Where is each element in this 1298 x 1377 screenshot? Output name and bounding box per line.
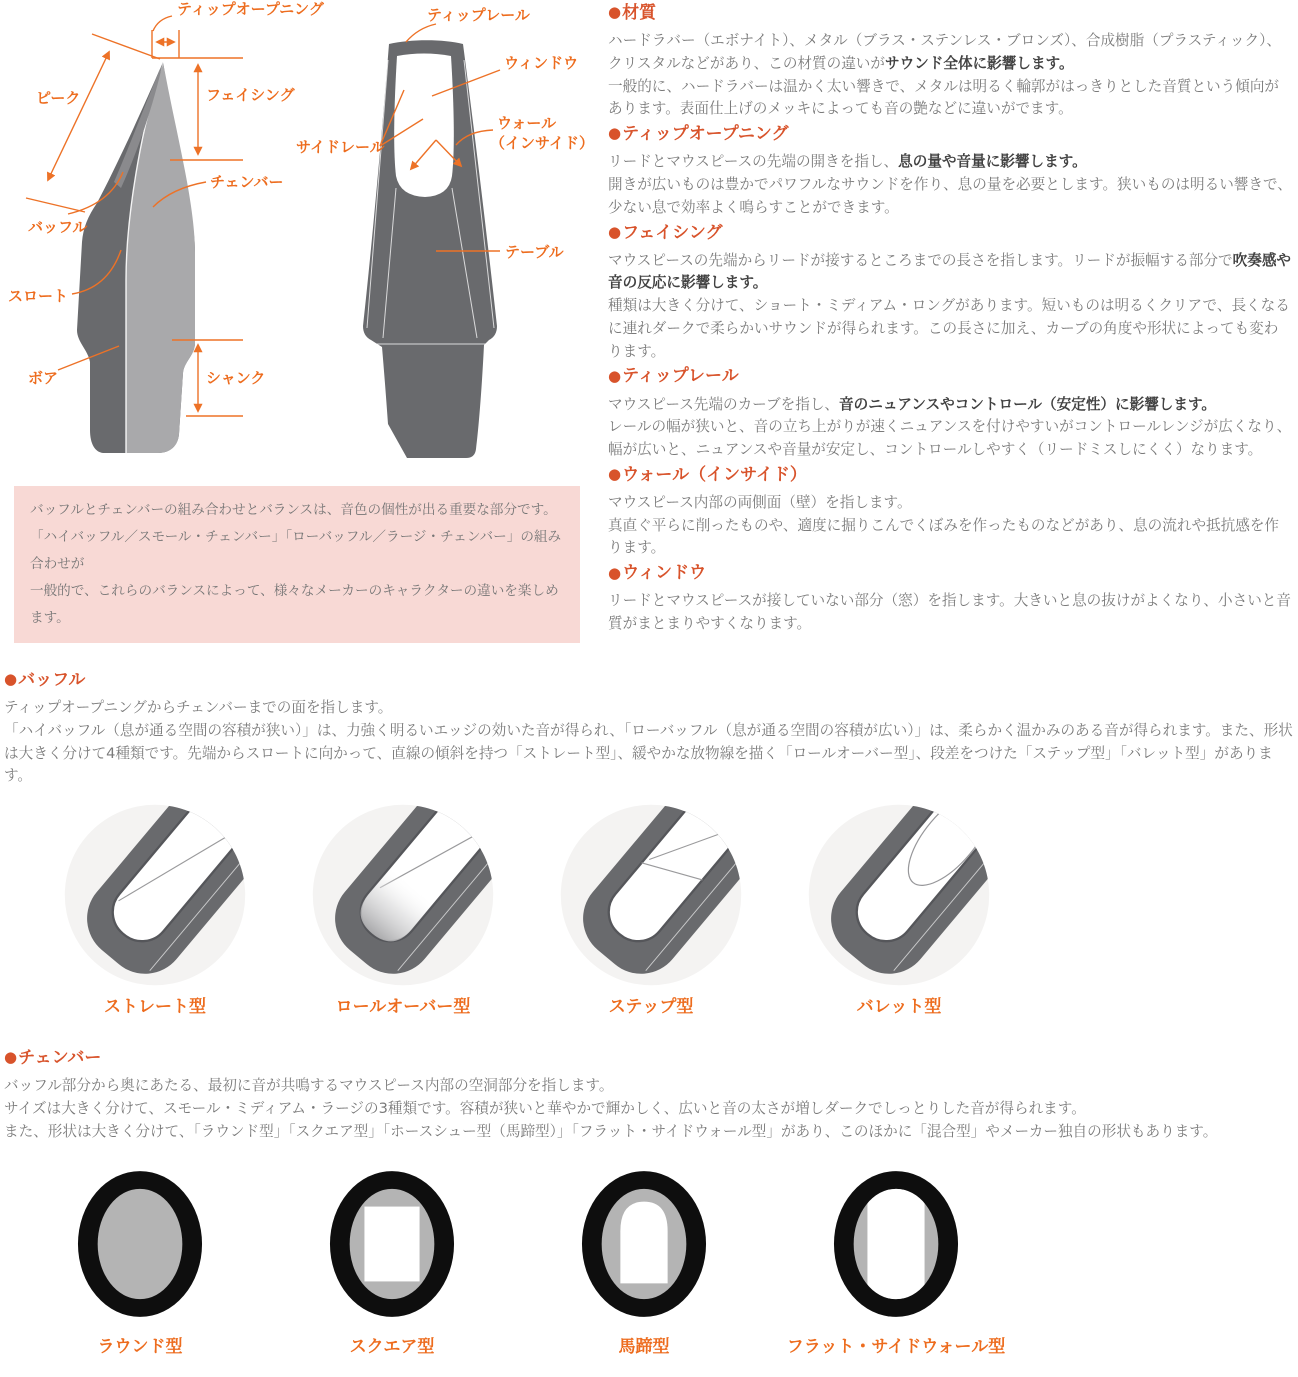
chamber-type-label: ラウンド型: [97, 1336, 183, 1357]
section-paragraph: リードとマウスピースの先端の開きを指し、息の量や音量に影響します。: [608, 153, 1087, 171]
section-title: ウィンドウ: [622, 563, 707, 584]
baffle-type-straight: [62, 802, 248, 1017]
section-paragraph: ハードラバー（エボナイト）、メタル（ブラス・ステンレス・ブロンズ）、合成樹脂（プラスティック）、クリスタルなどがあり、この材質の違いがサウンド全体に影響します。: [608, 32, 1281, 72]
tip-opening-connector: [153, 16, 172, 31]
section-paragraph: リードとマウスピースが接していない部分（窓）を指します。大きいと息の抜けがよくなり、小さいと音質がまとまりやすくなります。: [608, 592, 1291, 633]
baffle-type-label: ステップ型: [608, 997, 694, 1018]
section-heading: [608, 2, 1292, 24]
bullet-baffle-illustration: [806, 802, 992, 988]
step-baffle-illustration: [558, 802, 744, 988]
section-title: ティップオープニング: [622, 124, 789, 145]
top-section: [0, 0, 1298, 643]
chamber-type-row: [4, 1170, 1294, 1357]
label-throat: スロート: [8, 287, 69, 305]
square-chamber-cross-section: [328, 1170, 456, 1318]
chamber-type-label: 馬蹄型: [618, 1336, 670, 1357]
section-paragraph: レールの幅が狭いと、音の立ち上がりが速くニュアンスを付けやすいがコントロールレンジが広くなり、幅が広いと、ニュアンスや音量が安定し、コントロールしやすく（リードミスしにくく）なります。: [608, 418, 1292, 459]
straight-baffle-illustration: [62, 802, 248, 988]
section-window: [608, 562, 1292, 636]
section-paragraph: ティップオープニングからチェンバーまでの面を指します。: [4, 699, 393, 717]
section-wall: [608, 464, 1292, 560]
section-title: ティップレール: [622, 366, 739, 387]
section-paragraph: マウスピースの先端からリードが接するところまでの長さを指します。リードが振幅する部分で吹奏感や音の反応に影響します。: [608, 251, 1292, 292]
baffle-type-label: ストレート型: [104, 997, 206, 1018]
front-window-shape: [394, 54, 454, 198]
baffle-section: [0, 669, 1298, 1017]
baffle-type-bullet: [806, 802, 992, 1017]
section-materials: [608, 2, 1292, 121]
flat-sidewall-chamber-cross-section: [832, 1170, 960, 1318]
section-title: チェンバー: [18, 1048, 102, 1069]
info-column: [604, 0, 1298, 643]
note-line: 一般的で、これらのバランスによって、様々なメーカーのキャラクターの違いを楽しめます。: [30, 583, 559, 626]
label-window: ウィンドウ: [504, 54, 579, 72]
bullet-icon: ●: [4, 670, 18, 689]
section-paragraph: マウスピース内部の両側面（壁）を指します。: [608, 493, 912, 511]
section-paragraph: マウスピース先端のカーブを指し、音のニュアンスやコントロール（安定性）に影響します。: [608, 395, 1216, 413]
chamber-type-round: [14, 1170, 266, 1357]
horseshoe-chamber-cross-section: [580, 1170, 708, 1318]
baffle-type-step: [558, 802, 744, 1017]
label-baffle: バッフル: [28, 218, 88, 236]
note-line: バッフルとチェンバーの組み合わせとバランスは、音色の個性が出る重要な部分です。: [30, 502, 557, 518]
baffle-type-row: [4, 802, 1294, 1017]
section-title: ウォール（インサイド）: [622, 464, 807, 485]
bullet-icon: ●: [608, 124, 622, 143]
baffle-type-label: バレット型: [856, 997, 942, 1018]
label-table: テーブル: [505, 243, 564, 261]
side-table-face: [126, 62, 195, 453]
baffle-type-rollover: [310, 802, 496, 1017]
section-heading: [608, 123, 1292, 145]
section-heading: [608, 464, 1292, 486]
section-title: 材質: [622, 3, 657, 23]
mouthpiece-front-view: [363, 40, 497, 458]
bullet-icon: ●: [608, 3, 622, 22]
bullet-icon: ●: [4, 1048, 18, 1067]
section-paragraph: 「ハイバッフル（息が通る空間の容積が狭い）」は、力強く明るいエッジの効いた音が得られ、「ローバッフル（息が通る空間の容積が広い）」は、柔らかく温かみのある音が得られます。また、形状は大きく分けて4種類です。先端からスロートに向かって、直線の傾斜を持つ「ストレート型」、緩やかな放物線を描く「ロールオーバー型」、段差をつけた「ステップ型」「バレット型」があります。: [4, 721, 1293, 785]
section-facing: [608, 222, 1292, 364]
label-facing: フェイシング: [206, 86, 295, 104]
label-tip-rail: ティップレール: [427, 6, 530, 24]
section-tip-rail: [608, 365, 1292, 461]
section-paragraph: 一般的に、ハードラバーは温かく太い響きで、メタルは明るく輪郭がはっきりとした音質という傾向があります。表面仕上げのメッキによっても音の艶などに違いがでます。: [608, 77, 1280, 118]
label-tip-opening: ティップオープニング: [177, 0, 324, 18]
peak-measure-arrow: [48, 52, 109, 180]
diagram-column: [0, 0, 604, 643]
round-chamber-cross-section: [76, 1170, 204, 1318]
label-chamber: チェンバー: [210, 173, 284, 191]
bullet-icon: ●: [608, 222, 622, 241]
bullet-icon: ●: [608, 465, 622, 484]
baffle-type-label: ロールオーバー型: [335, 997, 471, 1018]
chamber-type-label: フラット・サイドウォール型: [786, 1336, 1006, 1357]
tip-rail-connector: [406, 24, 436, 42]
section-paragraph: サイズは大きく分けて、スモール・ミディアム・ラージの3種類です。容積が狭いと華やかで輝かしく、広いと音の太さが増しダークでしっとりした音が得られます。: [4, 1100, 1086, 1118]
mouthpiece-anatomy-diagram: [0, 0, 604, 470]
section-paragraph: 種類は大きく分けて、ショート・ミディアム・ロングがあります。短いものは明るくクリアで、長くなるに連れダークで柔らかいサウンドが得られます。この長さに加え、カーブの角度や形状によっても変わります。: [608, 297, 1290, 360]
note-line: 「ハイバッフル／スモール・チェンバー」「ローバッフル／ラージ・チェンバー」の組み合わせが: [30, 529, 562, 572]
baffle-chamber-note-box: [14, 486, 580, 643]
section-heading: [4, 1047, 1294, 1069]
chamber-type-square: [266, 1170, 518, 1357]
bullet-icon: ●: [608, 366, 622, 385]
label-wall-line1: ウォール: [497, 114, 557, 132]
section-paragraph: また、形状は大きく分けて、「ラウンド型」「スクエア型」「ホースシュー型（馬蹄型）」「フラット・サイドウォール型」があり、このほかに「混合型」やメーカー独自の形状もあります。: [4, 1122, 1218, 1140]
label-peak: ピーク: [36, 89, 81, 107]
section-tip-opening: [608, 123, 1292, 219]
label-side-rail: サイドレール: [296, 138, 385, 156]
chamber-type-horseshoe: [518, 1170, 770, 1357]
chamber-section: [0, 1047, 1298, 1356]
label-shank: シャンク: [206, 369, 266, 387]
chamber-type-flat-sidewall: [770, 1170, 1022, 1357]
section-heading: [4, 669, 1294, 691]
section-paragraph: 真直ぐ平らに削ったものや、適度に掘りこんでくぼみを作ったものなどがあり、息の流れや抵抗感を作ります。: [608, 516, 1280, 557]
section-title: フェイシング: [622, 222, 723, 243]
label-wall-line2: （インサイド）: [490, 134, 594, 152]
mouthpiece-side-view: [77, 62, 195, 453]
section-heading: [608, 365, 1292, 387]
chamber-type-label: スクエア型: [349, 1336, 435, 1357]
section-paragraph: 開きが広いものは豊かでパワフルなサウンドを作り、息の量を必要とします。狭いものは明るい響きで、少ない息で効率よく鳴らすことができます。: [608, 176, 1292, 216]
label-bore: ボア: [28, 369, 59, 387]
section-title: バッフル: [18, 670, 86, 690]
bullet-icon: ●: [608, 563, 622, 582]
section-paragraph: バッフル部分から奥にあたる、最初に音が共鳴するマウスピース内部の空洞部分を指します。: [4, 1077, 614, 1095]
section-heading: [608, 562, 1292, 584]
rollover-baffle-illustration: [310, 802, 496, 988]
section-heading: [608, 222, 1292, 244]
